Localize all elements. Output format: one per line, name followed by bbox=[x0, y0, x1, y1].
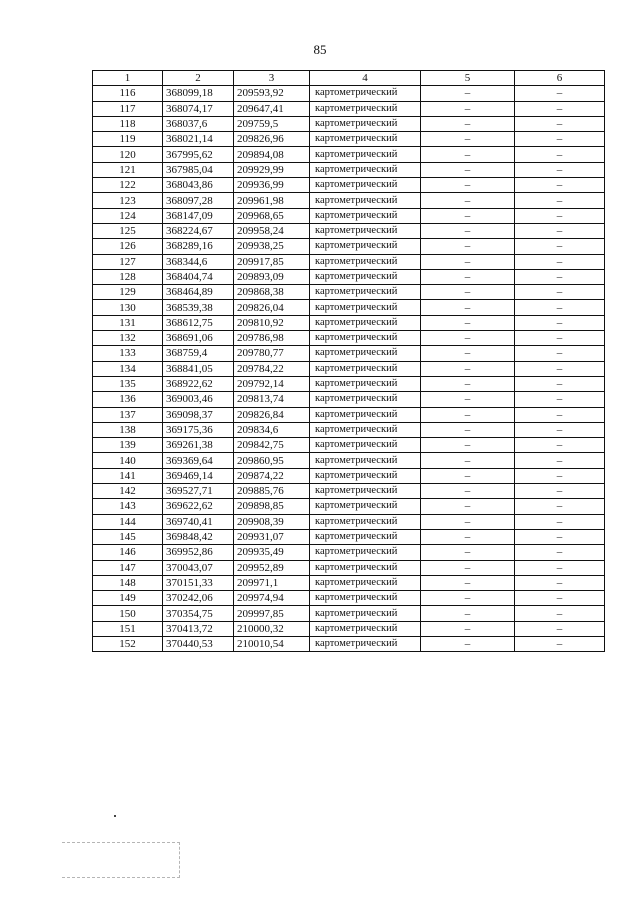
cell-col5: – bbox=[421, 132, 515, 147]
table-row bbox=[93, 361, 605, 376]
cell-x-coordinate: 369952,86 bbox=[163, 545, 234, 560]
cell-point-number: 123 bbox=[93, 193, 163, 208]
column-header-method: 4 bbox=[310, 71, 421, 86]
cell-col5: – bbox=[421, 300, 515, 315]
cell-y-coordinate: 209961,98 bbox=[234, 193, 310, 208]
cell-y-coordinate: 209786,98 bbox=[234, 331, 310, 346]
cell-col6: – bbox=[515, 606, 605, 621]
cell-point-number: 149 bbox=[93, 591, 163, 606]
cell-y-coordinate: 209784,22 bbox=[234, 361, 310, 376]
cell-x-coordinate: 369469,14 bbox=[163, 468, 234, 483]
cell-y-coordinate: 209958,24 bbox=[234, 223, 310, 238]
cell-col5: – bbox=[421, 361, 515, 376]
cell-method: картометрический bbox=[310, 591, 421, 606]
faded-stamp bbox=[62, 842, 180, 878]
cell-y-coordinate: 209908,39 bbox=[234, 514, 310, 529]
cell-method: картометрический bbox=[310, 101, 421, 116]
cell-col6: – bbox=[515, 361, 605, 376]
cell-col5: – bbox=[421, 591, 515, 606]
cell-col6: – bbox=[515, 193, 605, 208]
cell-y-coordinate: 209974,94 bbox=[234, 591, 310, 606]
cell-col6: – bbox=[515, 162, 605, 177]
cell-y-coordinate: 209842,75 bbox=[234, 438, 310, 453]
table-row bbox=[93, 239, 605, 254]
table-row bbox=[93, 621, 605, 636]
cell-point-number: 140 bbox=[93, 453, 163, 468]
table-row bbox=[93, 208, 605, 223]
cell-method: картометрический bbox=[310, 422, 421, 437]
table-row bbox=[93, 484, 605, 499]
table-row bbox=[93, 346, 605, 361]
cell-method: картометрический bbox=[310, 468, 421, 483]
cell-col5: – bbox=[421, 116, 515, 131]
cell-x-coordinate: 368289,16 bbox=[163, 239, 234, 254]
cell-method: картометрический bbox=[310, 407, 421, 422]
cell-x-coordinate: 368922,62 bbox=[163, 376, 234, 391]
cell-method: картометрический bbox=[310, 223, 421, 238]
cell-point-number: 121 bbox=[93, 162, 163, 177]
cell-point-number: 127 bbox=[93, 254, 163, 269]
cell-col5: – bbox=[421, 376, 515, 391]
table-row bbox=[93, 499, 605, 514]
cell-method: картометрический bbox=[310, 575, 421, 590]
cell-x-coordinate: 368612,75 bbox=[163, 315, 234, 330]
cell-y-coordinate: 209938,25 bbox=[234, 239, 310, 254]
cell-method: картометрический bbox=[310, 162, 421, 177]
cell-point-number: 135 bbox=[93, 376, 163, 391]
cell-col6: – bbox=[515, 315, 605, 330]
cell-y-coordinate: 209834,6 bbox=[234, 422, 310, 437]
cell-x-coordinate: 370354,75 bbox=[163, 606, 234, 621]
cell-col5: – bbox=[421, 346, 515, 361]
cell-y-coordinate: 209929,99 bbox=[234, 162, 310, 177]
cell-col6: – bbox=[515, 484, 605, 499]
cell-x-coordinate: 370440,53 bbox=[163, 636, 234, 651]
cell-method: картометрический bbox=[310, 545, 421, 560]
cell-col6: – bbox=[515, 269, 605, 284]
cell-col6: – bbox=[515, 376, 605, 391]
cell-col5: – bbox=[421, 147, 515, 162]
cell-point-number: 122 bbox=[93, 178, 163, 193]
cell-point-number: 117 bbox=[93, 101, 163, 116]
cell-col5: – bbox=[421, 484, 515, 499]
cell-point-number: 139 bbox=[93, 438, 163, 453]
cell-col5: – bbox=[421, 208, 515, 223]
cell-col6: – bbox=[515, 178, 605, 193]
cell-y-coordinate: 209931,07 bbox=[234, 529, 310, 544]
table-row bbox=[93, 529, 605, 544]
cell-method: картометрический bbox=[310, 361, 421, 376]
cell-col6: – bbox=[515, 392, 605, 407]
table-row bbox=[93, 315, 605, 330]
cell-point-number: 129 bbox=[93, 285, 163, 300]
cell-col6: – bbox=[515, 453, 605, 468]
coordinates-table bbox=[92, 70, 605, 652]
cell-x-coordinate: 368043,86 bbox=[163, 178, 234, 193]
cell-x-coordinate: 369098,37 bbox=[163, 407, 234, 422]
cell-point-number: 143 bbox=[93, 499, 163, 514]
table-row bbox=[93, 285, 605, 300]
cell-point-number: 134 bbox=[93, 361, 163, 376]
table-row bbox=[93, 453, 605, 468]
cell-col6: – bbox=[515, 621, 605, 636]
cell-x-coordinate: 368097,28 bbox=[163, 193, 234, 208]
cell-col5: – bbox=[421, 178, 515, 193]
cell-point-number: 132 bbox=[93, 331, 163, 346]
cell-method: картометрический bbox=[310, 132, 421, 147]
cell-x-coordinate: 370043,07 bbox=[163, 560, 234, 575]
cell-y-coordinate: 209935,49 bbox=[234, 545, 310, 560]
cell-method: картометрический bbox=[310, 606, 421, 621]
cell-point-number: 148 bbox=[93, 575, 163, 590]
table-body bbox=[93, 86, 605, 652]
cell-x-coordinate: 369740,41 bbox=[163, 514, 234, 529]
cell-point-number: 142 bbox=[93, 484, 163, 499]
cell-method: картометрический bbox=[310, 453, 421, 468]
cell-col6: – bbox=[515, 575, 605, 590]
cell-method: картометрический bbox=[310, 300, 421, 315]
page-number: 85 bbox=[313, 42, 327, 57]
cell-col6: – bbox=[515, 132, 605, 147]
table-row bbox=[93, 376, 605, 391]
cell-x-coordinate: 369622,62 bbox=[163, 499, 234, 514]
column-header-point-number: 1 bbox=[93, 71, 163, 86]
cell-y-coordinate: 209647,41 bbox=[234, 101, 310, 116]
cell-col5: – bbox=[421, 407, 515, 422]
cell-x-coordinate: 368099,18 bbox=[163, 86, 234, 101]
cell-col6: – bbox=[515, 101, 605, 116]
cell-method: картометрический bbox=[310, 621, 421, 636]
cell-method: картометрический bbox=[310, 499, 421, 514]
table-row bbox=[93, 575, 605, 590]
cell-method: картометрический bbox=[310, 484, 421, 499]
table-row bbox=[93, 422, 605, 437]
cell-col5: – bbox=[421, 331, 515, 346]
cell-col5: – bbox=[421, 315, 515, 330]
column-header-y-coordinate: 3 bbox=[234, 71, 310, 86]
table-row bbox=[93, 162, 605, 177]
cell-x-coordinate: 370151,33 bbox=[163, 575, 234, 590]
cell-x-coordinate: 368021,14 bbox=[163, 132, 234, 147]
cell-method: картометрический bbox=[310, 331, 421, 346]
cell-y-coordinate: 209780,77 bbox=[234, 346, 310, 361]
cell-point-number: 136 bbox=[93, 392, 163, 407]
table-row bbox=[93, 514, 605, 529]
cell-y-coordinate: 210000,32 bbox=[234, 621, 310, 636]
cell-point-number: 120 bbox=[93, 147, 163, 162]
cell-point-number: 128 bbox=[93, 269, 163, 284]
cell-col5: – bbox=[421, 529, 515, 544]
table-row bbox=[93, 606, 605, 621]
cell-y-coordinate: 209968,65 bbox=[234, 208, 310, 223]
cell-point-number: 130 bbox=[93, 300, 163, 315]
cell-y-coordinate: 209860,95 bbox=[234, 453, 310, 468]
cell-method: картометрический bbox=[310, 315, 421, 330]
cell-col5: – bbox=[421, 86, 515, 101]
table-row bbox=[93, 438, 605, 453]
cell-x-coordinate: 368147,09 bbox=[163, 208, 234, 223]
cell-method: картометрический bbox=[310, 86, 421, 101]
cell-col5: – bbox=[421, 269, 515, 284]
cell-point-number: 144 bbox=[93, 514, 163, 529]
cell-col6: – bbox=[515, 86, 605, 101]
cell-col6: – bbox=[515, 560, 605, 575]
cell-col5: – bbox=[421, 392, 515, 407]
cell-col6: – bbox=[515, 331, 605, 346]
page-mark bbox=[114, 815, 116, 817]
cell-col6: – bbox=[515, 499, 605, 514]
cell-col6: – bbox=[515, 468, 605, 483]
cell-x-coordinate: 368224,67 bbox=[163, 223, 234, 238]
cell-x-coordinate: 368759,4 bbox=[163, 346, 234, 361]
cell-point-number: 119 bbox=[93, 132, 163, 147]
cell-col6: – bbox=[515, 545, 605, 560]
table-row bbox=[93, 223, 605, 238]
cell-y-coordinate: 209874,22 bbox=[234, 468, 310, 483]
cell-col6: – bbox=[515, 239, 605, 254]
cell-col6: – bbox=[515, 285, 605, 300]
cell-x-coordinate: 369175,36 bbox=[163, 422, 234, 437]
cell-col5: – bbox=[421, 514, 515, 529]
cell-col5: – bbox=[421, 453, 515, 468]
column-header-5: 5 bbox=[421, 71, 515, 86]
cell-x-coordinate: 369369,64 bbox=[163, 453, 234, 468]
table-row bbox=[93, 560, 605, 575]
cell-method: картометрический bbox=[310, 208, 421, 223]
cell-method: картометрический bbox=[310, 269, 421, 284]
cell-point-number: 150 bbox=[93, 606, 163, 621]
column-header-6: 6 bbox=[515, 71, 605, 86]
cell-y-coordinate: 209826,04 bbox=[234, 300, 310, 315]
cell-point-number: 118 bbox=[93, 116, 163, 131]
cell-method: картометрический bbox=[310, 636, 421, 651]
cell-x-coordinate: 368691,06 bbox=[163, 331, 234, 346]
cell-method: картометрический bbox=[310, 254, 421, 269]
cell-col5: – bbox=[421, 254, 515, 269]
cell-y-coordinate: 209997,85 bbox=[234, 606, 310, 621]
cell-point-number: 138 bbox=[93, 422, 163, 437]
cell-col5: – bbox=[421, 285, 515, 300]
cell-method: картометрический bbox=[310, 560, 421, 575]
cell-point-number: 137 bbox=[93, 407, 163, 422]
cell-col5: – bbox=[421, 223, 515, 238]
cell-y-coordinate: 209813,74 bbox=[234, 392, 310, 407]
cell-y-coordinate: 209593,92 bbox=[234, 86, 310, 101]
cell-col6: – bbox=[515, 407, 605, 422]
table-row bbox=[93, 116, 605, 131]
table-row bbox=[93, 101, 605, 116]
cell-point-number: 145 bbox=[93, 529, 163, 544]
cell-x-coordinate: 367995,62 bbox=[163, 147, 234, 162]
table-row bbox=[93, 86, 605, 101]
table-row bbox=[93, 407, 605, 422]
cell-method: картометрический bbox=[310, 529, 421, 544]
cell-point-number: 147 bbox=[93, 560, 163, 575]
cell-col6: – bbox=[515, 636, 605, 651]
cell-col5: – bbox=[421, 545, 515, 560]
cell-col5: – bbox=[421, 101, 515, 116]
cell-method: картометрический bbox=[310, 178, 421, 193]
cell-method: картометрический bbox=[310, 239, 421, 254]
cell-y-coordinate: 209810,92 bbox=[234, 315, 310, 330]
cell-y-coordinate: 209917,85 bbox=[234, 254, 310, 269]
table-row bbox=[93, 132, 605, 147]
cell-x-coordinate: 368037,6 bbox=[163, 116, 234, 131]
cell-x-coordinate: 370413,72 bbox=[163, 621, 234, 636]
cell-y-coordinate: 209894,08 bbox=[234, 147, 310, 162]
cell-y-coordinate: 209885,76 bbox=[234, 484, 310, 499]
cell-col6: – bbox=[515, 254, 605, 269]
table-row bbox=[93, 591, 605, 606]
cell-x-coordinate: 368074,17 bbox=[163, 101, 234, 116]
cell-method: картометрический bbox=[310, 514, 421, 529]
table-header-row bbox=[93, 71, 605, 86]
cell-col6: – bbox=[515, 116, 605, 131]
cell-x-coordinate: 368539,38 bbox=[163, 300, 234, 315]
cell-col6: – bbox=[515, 514, 605, 529]
cell-col5: – bbox=[421, 575, 515, 590]
cell-y-coordinate: 209826,84 bbox=[234, 407, 310, 422]
cell-method: картометрический bbox=[310, 193, 421, 208]
cell-y-coordinate: 209952,89 bbox=[234, 560, 310, 575]
table-row bbox=[93, 269, 605, 284]
table-row bbox=[93, 254, 605, 269]
table-row bbox=[93, 331, 605, 346]
cell-x-coordinate: 370242,06 bbox=[163, 591, 234, 606]
cell-point-number: 131 bbox=[93, 315, 163, 330]
cell-col6: – bbox=[515, 591, 605, 606]
cell-point-number: 116 bbox=[93, 86, 163, 101]
cell-point-number: 126 bbox=[93, 239, 163, 254]
cell-method: картометрический bbox=[310, 116, 421, 131]
cell-col6: – bbox=[515, 147, 605, 162]
cell-x-coordinate: 369261,38 bbox=[163, 438, 234, 453]
cell-col5: – bbox=[421, 422, 515, 437]
cell-col5: – bbox=[421, 162, 515, 177]
cell-col6: – bbox=[515, 346, 605, 361]
cell-col6: – bbox=[515, 422, 605, 437]
cell-point-number: 141 bbox=[93, 468, 163, 483]
cell-method: картометрический bbox=[310, 346, 421, 361]
cell-x-coordinate: 368404,74 bbox=[163, 269, 234, 284]
cell-y-coordinate: 209759,5 bbox=[234, 116, 310, 131]
cell-col6: – bbox=[515, 438, 605, 453]
cell-col5: – bbox=[421, 499, 515, 514]
cell-point-number: 146 bbox=[93, 545, 163, 560]
cell-x-coordinate: 367985,04 bbox=[163, 162, 234, 177]
cell-col5: – bbox=[421, 621, 515, 636]
cell-col5: – bbox=[421, 468, 515, 483]
cell-y-coordinate: 209792,14 bbox=[234, 376, 310, 391]
column-header-x-coordinate: 2 bbox=[163, 71, 234, 86]
cell-method: картометрический bbox=[310, 376, 421, 391]
cell-y-coordinate: 209936,99 bbox=[234, 178, 310, 193]
cell-y-coordinate: 209826,96 bbox=[234, 132, 310, 147]
cell-col5: – bbox=[421, 606, 515, 621]
cell-col6: – bbox=[515, 208, 605, 223]
cell-point-number: 124 bbox=[93, 208, 163, 223]
cell-method: картометрический bbox=[310, 438, 421, 453]
cell-x-coordinate: 369003,46 bbox=[163, 392, 234, 407]
cell-col5: – bbox=[421, 193, 515, 208]
cell-point-number: 133 bbox=[93, 346, 163, 361]
cell-method: картометрический bbox=[310, 147, 421, 162]
cell-x-coordinate: 368464,89 bbox=[163, 285, 234, 300]
cell-col6: – bbox=[515, 300, 605, 315]
table-row bbox=[93, 545, 605, 560]
cell-x-coordinate: 368841,05 bbox=[163, 361, 234, 376]
cell-y-coordinate: 210010,54 bbox=[234, 636, 310, 651]
cell-x-coordinate: 369848,42 bbox=[163, 529, 234, 544]
cell-y-coordinate: 209971,1 bbox=[234, 575, 310, 590]
cell-point-number: 125 bbox=[93, 223, 163, 238]
cell-col6: – bbox=[515, 529, 605, 544]
cell-y-coordinate: 209893,09 bbox=[234, 269, 310, 284]
table-row bbox=[93, 193, 605, 208]
cell-point-number: 151 bbox=[93, 621, 163, 636]
cell-method: картометрический bbox=[310, 285, 421, 300]
cell-col5: – bbox=[421, 560, 515, 575]
cell-y-coordinate: 209868,38 bbox=[234, 285, 310, 300]
table-row bbox=[93, 178, 605, 193]
cell-col6: – bbox=[515, 223, 605, 238]
table-row bbox=[93, 468, 605, 483]
table-row bbox=[93, 147, 605, 162]
table-row bbox=[93, 392, 605, 407]
cell-point-number: 152 bbox=[93, 636, 163, 651]
cell-col5: – bbox=[421, 636, 515, 651]
cell-col5: – bbox=[421, 239, 515, 254]
cell-col5: – bbox=[421, 438, 515, 453]
table-row bbox=[93, 300, 605, 315]
cell-x-coordinate: 369527,71 bbox=[163, 484, 234, 499]
table-row bbox=[93, 636, 605, 651]
cell-y-coordinate: 209898,85 bbox=[234, 499, 310, 514]
cell-method: картометрический bbox=[310, 392, 421, 407]
cell-x-coordinate: 368344,6 bbox=[163, 254, 234, 269]
